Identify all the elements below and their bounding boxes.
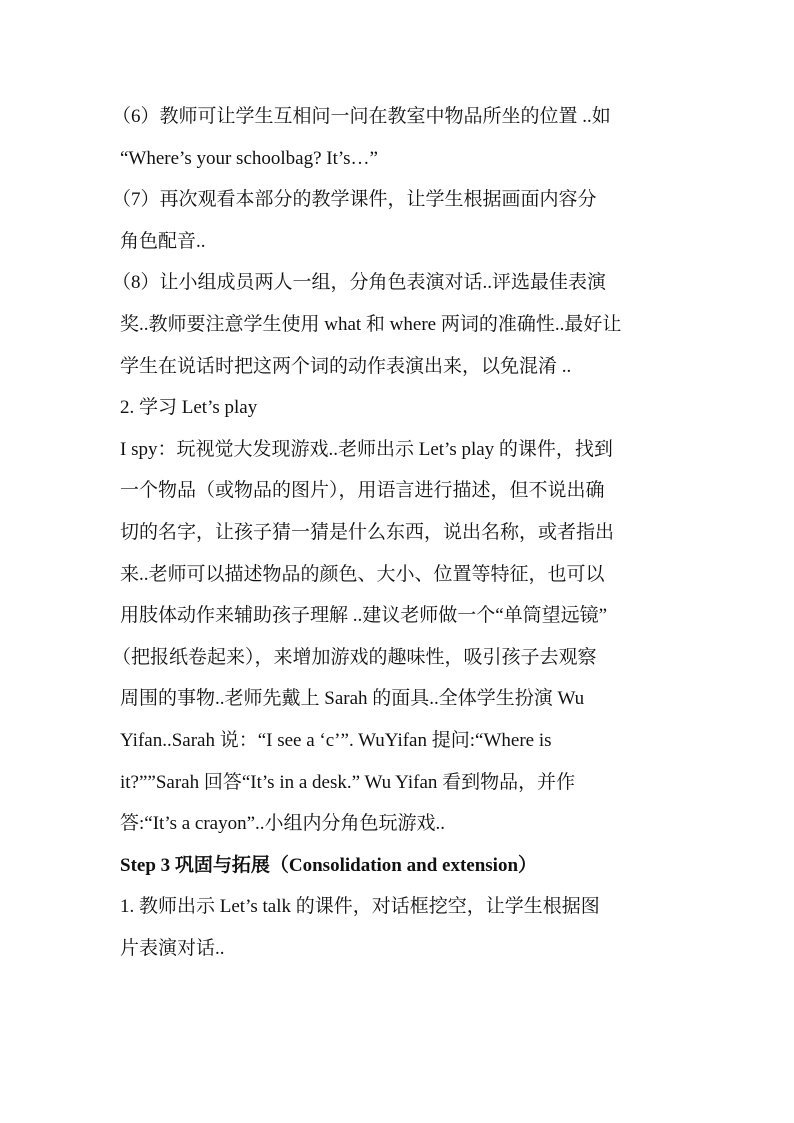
text-line-9: I spy：玩视觉大发现游戏..老师出示 Let’s play 的课件，找到 [120,438,613,460]
text-line-12: 来..老师可以描述物品的颜色、大小、位置等特征，也可以 [120,563,605,585]
text-line-21: 片表演对话.. [120,937,225,959]
text-line-13: 用肢体动作来辅助孩子理解 ..建议老师做一个“单筒望远镜” [120,605,608,627]
text-line-14: （把报纸卷起来），来增加游戏的趣味性，吸引孩子去观察 [112,646,597,668]
document-body [112,96,680,969]
text-line-1: （6）教师可让学生互相问一问在教室中物品所坐的位置 ..如 [112,106,611,127]
text-line-20: 1. 教师出示 Let’s talk 的课件，对话框挖空，让学生根据图 [120,896,600,918]
text-line-15: 周围的事物..老师先戴上 Sarah 的面具..全体学生扮演 Wu [120,688,585,710]
text-line-5: （8）让小组成员两人一组，分角色表演对话..评选最佳表演 [112,272,607,294]
text-line-11: 切的名字，让孩子猜一猜是什么东西，说出名称，或者指出 [120,521,615,543]
text-line-17: it?””Sarah 回答“It’s in a desk.” Wu Yifan 看到物品，并作 [120,771,576,793]
text-line-16: Yifan..Sarah 说：“I see a ‘c’”. WuYifan 提问:“Where is [120,729,552,751]
text-line-10: 一个物品（或物品的图片），用语言进行描述，但不说出确 [120,480,605,502]
section-heading-lets-play: 2. 学习 Let’s play [120,397,258,419]
text-line-7: 学生在说话时把这两个词的动作表演出来，以免混淆 .. [120,355,572,377]
text-line-18: 答:“It’s a crayon”..小组内分角色玩游戏.. [120,813,446,835]
text-line-4: 角色配音.. [120,230,206,252]
text-line-6: 奖..教师要注意学生使用 what 和 where 两词的准确性..最好让 [120,313,622,335]
step-3-heading: Step 3 巩固与拓展（Consolidation and extension） [120,854,538,876]
text-line-3: （7）再次观看本部分的教学课件，让学生根据画面内容分 [112,189,597,211]
text-line-2: “Where’s your schoolbag? It’s…” [120,147,378,169]
